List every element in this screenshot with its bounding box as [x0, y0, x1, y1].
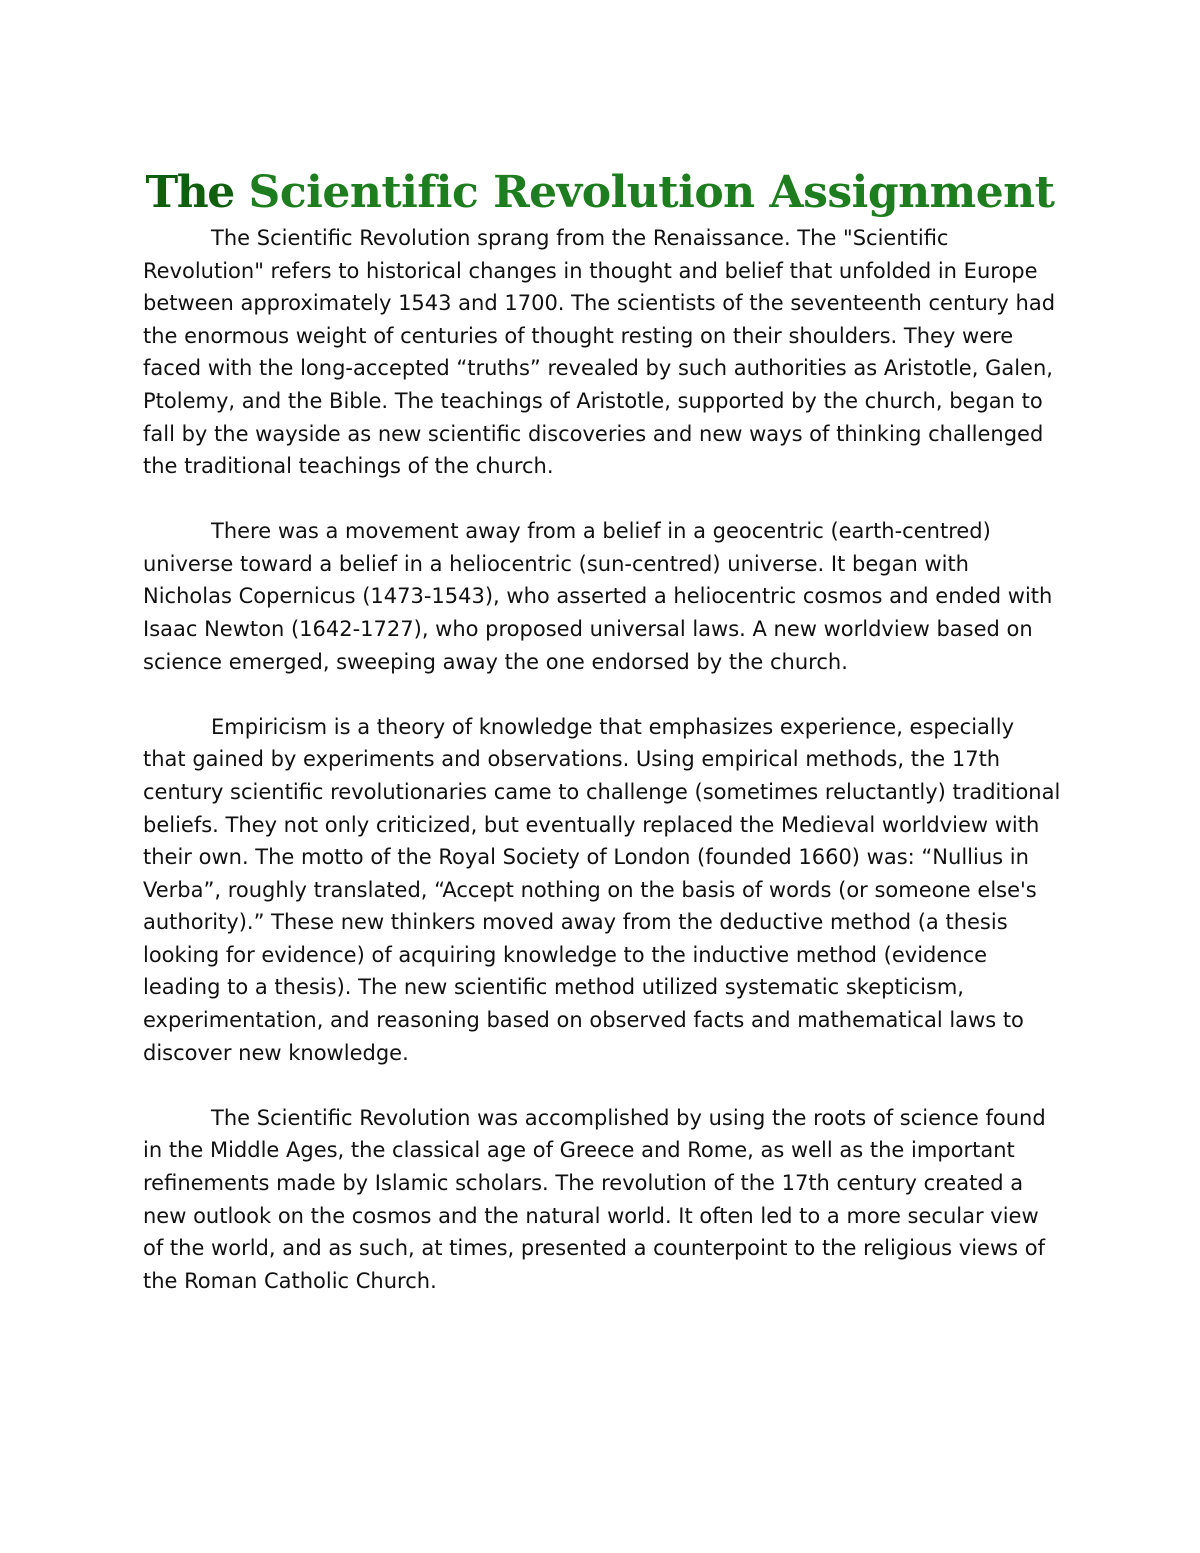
- paragraph-2: There was a movement away from a belief in a geocentric (earth-centred) universe toward a belief in a heliocentric (sun-centred) universe. It began with Nicholas Copernicus (1473-1543), who asserted a heliocentric cosmos and ended with Isaac Newton (1642-1727), who proposed universal laws. A new worldview based on science emerged, sweeping away the one endorsed by the church.: [143, 519, 1053, 674]
- paragraph-1: The Scientific Revolution sprang from the Renaissance. The "Scientific Revolution" refers to historical changes in thought and belief that unfolded in Europe between approximately 1543 and 1700. The scientists of the seventeenth century had the enormous weight of centuries of thought resting on their shoulders. They were faced with the long-accepted “truths” revealed by such authorities as Aristotle, Galen, Ptolemy, and the Bible. The teachings of Aristotle, supported by the church, began to fall by the wayside as new scientific discoveries and new ways of thinking challenged the traditional teachings of the church.: [143, 226, 1056, 479]
- paragraph-3: Empiricism is a theory of knowledge that emphasizes experience, especially that gained by experiments and observations. Using empirical methods, the 17th century scientific revolutionaries came to challenge (sometimes reluctantly) traditional beliefs. They not only criticized, but eventually replaced the Medieval worldview with their own. The motto of the Royal Society of London (founded 1660) was: “Nullius in Verba”, roughly translated, “Accept nothing on the basis of words (or someone else's authority).” These new thinkers moved away from the deductive method (a thesis looking for evidence) of acquiring knowledge to the inductive method (evidence leading to a thesis). The new scientific method utilized systematic skepticism, experimentation, and reasoning based on observed facts and mathematical laws to discover new knowledge.: [143, 714, 1061, 1065]
- document-body: [143, 222, 1063, 1330]
- title-rest: Scientific Revolution Assignment: [248, 167, 1055, 218]
- paragraph-4: The Scientific Revolution was accomplished by using the roots of science found in the Middle Ages, the classical age of Greece and Rome, as well as the important refinements made by Islamic scholars. The revolution of the 17th century created a new outlook on the cosmos and the natural world. It often led to a more secular view of the world, and as such, at times, presented a counterpoint to the religious views of the Roman Catholic Church.: [143, 1105, 1046, 1293]
- title-first-word: The: [145, 167, 234, 218]
- page-title: [0, 160, 1200, 226]
